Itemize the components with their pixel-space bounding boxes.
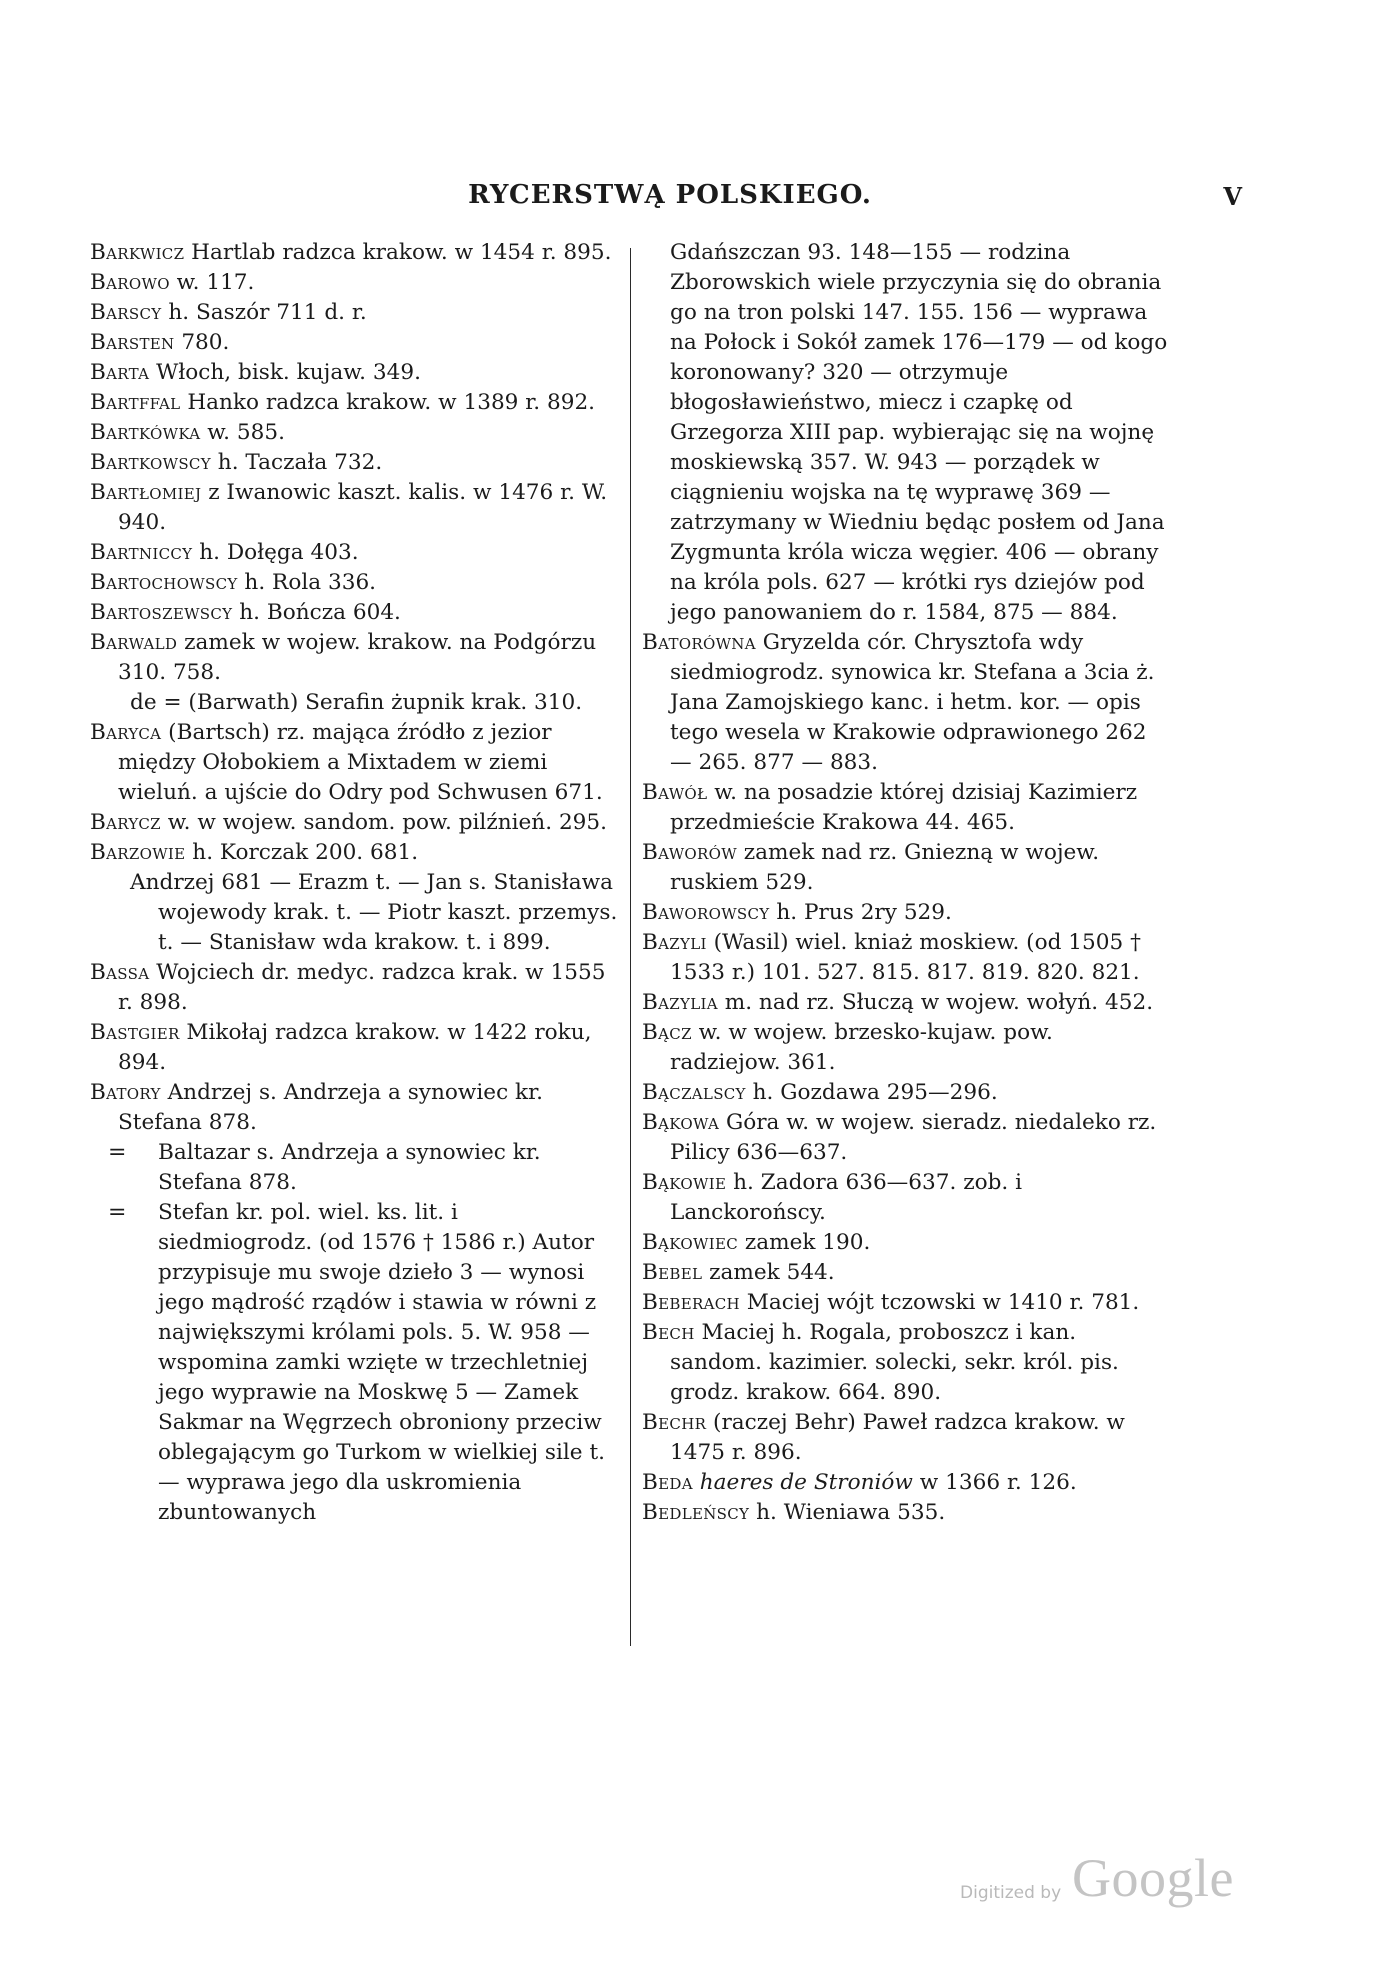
entry-text: h. Wieniawa 535. [749, 1500, 946, 1525]
entry-text: Andrzej s. Andrzeja a synowiec kr. Stefana 878. [118, 1080, 543, 1135]
index-entry [642, 1228, 1170, 1258]
entry-text: Maciej h. Rogala, proboszcz i kan. sandom. kazimier. solecki, sekr. król. pis. grodz. krakow. 664. 890. [670, 1320, 1119, 1405]
entry-text: h. Gozdawa 295—296. [745, 1080, 998, 1105]
entry-text: h. Prus 2ry 529. [769, 900, 952, 925]
entry-text: Hanko radzca krakow. w 1389 r. 892. [180, 390, 596, 415]
index-entry [90, 1198, 618, 1528]
index-entry [90, 448, 618, 478]
index-entry [90, 688, 618, 718]
entry-headword: Batorówna [642, 630, 756, 655]
index-entry [90, 358, 618, 388]
index-entry [642, 778, 1170, 838]
entry-text: h. Taczała 732. [210, 450, 383, 475]
index-entry [90, 418, 618, 448]
entry-headword: Barwald [90, 630, 178, 655]
entry-headword: Bartoszewscy [90, 600, 233, 625]
entry-text: Baltazar s. Andrzeja a synowiec kr. Stefana 878. [158, 1140, 541, 1195]
entry-headword: Barta [90, 360, 150, 385]
index-entry [90, 568, 618, 598]
page-number: V [1223, 182, 1242, 211]
entry-headword: Batory [90, 1080, 161, 1105]
index-entry [642, 1018, 1170, 1078]
index-entry [642, 1468, 1170, 1498]
index-entry [90, 868, 618, 958]
entry-text: Włoch, bisk. kujaw. 349. [149, 360, 421, 385]
index-entry [642, 928, 1170, 988]
index-entry [90, 718, 618, 808]
entry-headword: Bąkowiec [642, 1230, 738, 1255]
entry-headword: Bawół [642, 780, 708, 805]
index-entry [642, 988, 1170, 1018]
entry-text: zamek w wojew. krakow. na Podgórzu 310. 758. [118, 630, 597, 685]
entry-text: zamek 544. [702, 1260, 835, 1285]
index-entry [642, 1168, 1170, 1228]
entry-headword: Bąkowa [642, 1110, 720, 1135]
entry-headword: Bartkowscy [90, 450, 211, 475]
entry-text: (Wasil) wiel. kniaż moskiew. (od 1505 † 1533 r.) 101. 527. 815. 817. 819. 820. 821. [670, 930, 1141, 985]
left-column [90, 238, 618, 1528]
entry-text: h. Korczak 200. 681. [185, 840, 419, 865]
index-entry [90, 808, 618, 838]
index-entry [90, 298, 618, 328]
entry-headword: Baworów [642, 840, 737, 865]
entry-text: w. 585. [200, 420, 285, 445]
entry-headword: Barscy [90, 300, 162, 325]
index-entry [642, 1108, 1170, 1168]
entry-text: h. Zadora 636—637. zob. i Lanckorońscy. [670, 1170, 1023, 1225]
entry-text: h. Dołęga 403. [192, 540, 359, 565]
entry-headword: Bechr [642, 1410, 707, 1435]
index-entry [642, 1258, 1170, 1288]
entry-headword: Baryca [90, 720, 162, 745]
index-entry [90, 628, 618, 688]
index-entry [642, 898, 1170, 928]
index-entry [642, 238, 1170, 628]
entry-headword: Bącz [642, 1020, 692, 1045]
entry-text: w. na posadzie której dzisiaj Kazimierz przedmieście Krakowa 44. 465. [670, 780, 1138, 835]
running-title: RYCERSTWĄ POLSKIEGO. [468, 180, 872, 210]
entry-headword: Bazyli [642, 930, 707, 955]
index-entry [642, 1498, 1170, 1528]
entry-text: z Iwanowic kaszt. kalis. w 1476 r. W. 940. [118, 480, 608, 535]
entry-headword: Bech [642, 1320, 695, 1345]
index-entry [90, 478, 618, 538]
entry-text: h. Bończa 604. [232, 600, 401, 625]
index-entry [90, 328, 618, 358]
entry-headword: Barycz [90, 810, 161, 835]
entry-headword: Bedleńscy [642, 1500, 750, 1525]
entry-text: Mikołaj radzca krakow. w 1422 roku, 894. [118, 1020, 592, 1075]
index-entry [90, 598, 618, 628]
index-entry [90, 1078, 618, 1138]
index-entry [90, 958, 618, 1018]
index-entry [90, 238, 618, 268]
entry-text: w. w wojew. brzesko-kujaw. pow. radziejow. 361. [670, 1020, 1053, 1075]
index-entry [90, 838, 618, 868]
index-entry [90, 268, 618, 298]
watermark-prefix: Digitized by [960, 1883, 1062, 1903]
google-logo: Google [1072, 1848, 1234, 1908]
index-entry [642, 1078, 1170, 1108]
index-entry [642, 838, 1170, 898]
column-divider [630, 248, 631, 1646]
entry-text: zamek 190. [737, 1230, 871, 1255]
entry-text: Stefan kr. pol. wiel. ks. lit. i siedmiogrodz. (od 1576 † 1586 r.) Autor przypisuje mu swoje dzieło 3 — wynosi jego mądrość rządów i stawia w równi z największymi królami pols. 5. W. 958 — wspomina zamki wzięte w trzechletniej jego wyprawie na Moskwę 5 — Zamek Sakmar na Węgrzech obroniony przeciw oblegającym go Turkom w wielkiej sile t. — wyprawa jego dla uskromienia zbuntowanych [158, 1200, 605, 1525]
index-entry [642, 1288, 1170, 1318]
entry-headword: Bazylia [642, 990, 718, 1015]
entry-headword: Bartkówka [90, 420, 201, 445]
entry-text: Hartlab radzca krakow. w 1454 r. 895. [184, 240, 612, 265]
index-entry [90, 1018, 618, 1078]
entry-text: de = (Barwath) Serafin żupnik krak. 310. [130, 690, 583, 715]
entry-headword: Beberach [642, 1290, 740, 1315]
index-entry [90, 1138, 618, 1198]
entry-text: Wojciech dr. medyc. radzca krak. w 1555 r. 898. [118, 960, 606, 1015]
entry-text: zamek nad rz. Gniezną w wojew. ruskiem 529. [670, 840, 1100, 895]
entry-headword: Bebel [642, 1260, 703, 1285]
right-column [642, 238, 1170, 1528]
entry-text: h. Saszór 711 d. r. [161, 300, 367, 325]
entry-headword: Barsten [90, 330, 175, 355]
index-entry [642, 1408, 1170, 1468]
entry-text: w 1366 r. 126. [912, 1470, 1077, 1495]
page-header [90, 180, 1250, 220]
entry-headword: Bastgier [90, 1020, 180, 1045]
entry-text: m. nad rz. Słuczą w wojew. wołyń. 452. [717, 990, 1154, 1015]
equals-mark: = [108, 1140, 127, 1165]
entry-headword: Beda [642, 1470, 693, 1495]
entry-headword: Bartffal [90, 390, 181, 415]
digitized-by-google-watermark [960, 1848, 1240, 1915]
entry-text: h. Rola 336. [237, 570, 377, 595]
entry-headword: Bartłomiej [90, 480, 202, 505]
entry-text: (Bartsch) rz. mająca źródło z jezior między Ołobokiem a Mixtadem w ziemi wieluń. a ujście do Odry pod Schwusen 671. [118, 720, 603, 805]
entry-text: (raczej Behr) Paweł radzca krakow. w 1475 r. 896. [670, 1410, 1125, 1465]
entry-headword: Barzowie [90, 840, 186, 865]
entry-text: Andrzej 681 — Erazm t. — Jan s. Stanisława wojewody krak. t. — Piotr kaszt. przemys. t. — Stanisław wda krakow. t. i 899. [130, 870, 618, 955]
index-entry [90, 538, 618, 568]
entry-headword: Bartniccy [90, 540, 193, 565]
entry-headword: Baworowscy [642, 900, 770, 925]
entry-text: w. 117. [169, 270, 255, 295]
entry-headword: Barkwicz [90, 240, 185, 265]
entry-text: Gryzelda cór. Chrysztofa wdy siedmiogrodz. synowica kr. Stefana a 3cia ż. Jana Zamojskiego kanc. i hetm. kor. — opis tego wesela w Krakowie odprawionego 262 — 265. 877 — 883. [670, 630, 1155, 775]
entry-headword: Bączalscy [642, 1080, 746, 1105]
entry-headword: Barowo [90, 270, 170, 295]
entry-headword: Bassa [90, 960, 150, 985]
entry-headword: Bartochowscy [90, 570, 238, 595]
entry-italic-text: haeres de Stroniów [692, 1470, 913, 1495]
entry-headword: Bąkowie [642, 1170, 727, 1195]
index-entry [642, 628, 1170, 778]
equals-mark: = [108, 1200, 127, 1225]
entry-text: Gdańszczan 93. 148—155 — rodzina Zborowskich wiele przyczynia się do obrania go na tron polski 147. 155. 156 — wyprawa na Połock i Sokół zamek 176—179 — od kogo koronowany? 320 — otrzymuje błogosławieństwo, miecz i czapkę od Grzegorza XIII pap. wybierając się na wojnę moskiewską 357. W. 943 — porządek w ciągnieniu wojska na tę wyprawę 369 — zatrzymany w Wiedniu będąc posłem od Jana Zygmunta króla wicza węgier. 406 — obrany na króla pols. 627 — krótki rys dziejów pod jego panowaniem do r. 1584, 875 — 884. [670, 240, 1168, 625]
entry-text: Maciej wójt tczowski w 1410 r. 781. [739, 1290, 1140, 1315]
entry-text: Góra w. w wojew. sieradz. niedaleko rz. Pilicy 636—637. [670, 1110, 1157, 1165]
entry-text: w. w wojew. sandom. pow. pilźnień. 295. [160, 810, 608, 835]
entry-text: 780. [174, 330, 230, 355]
index-entry [642, 1318, 1170, 1408]
index-entry [90, 388, 618, 418]
